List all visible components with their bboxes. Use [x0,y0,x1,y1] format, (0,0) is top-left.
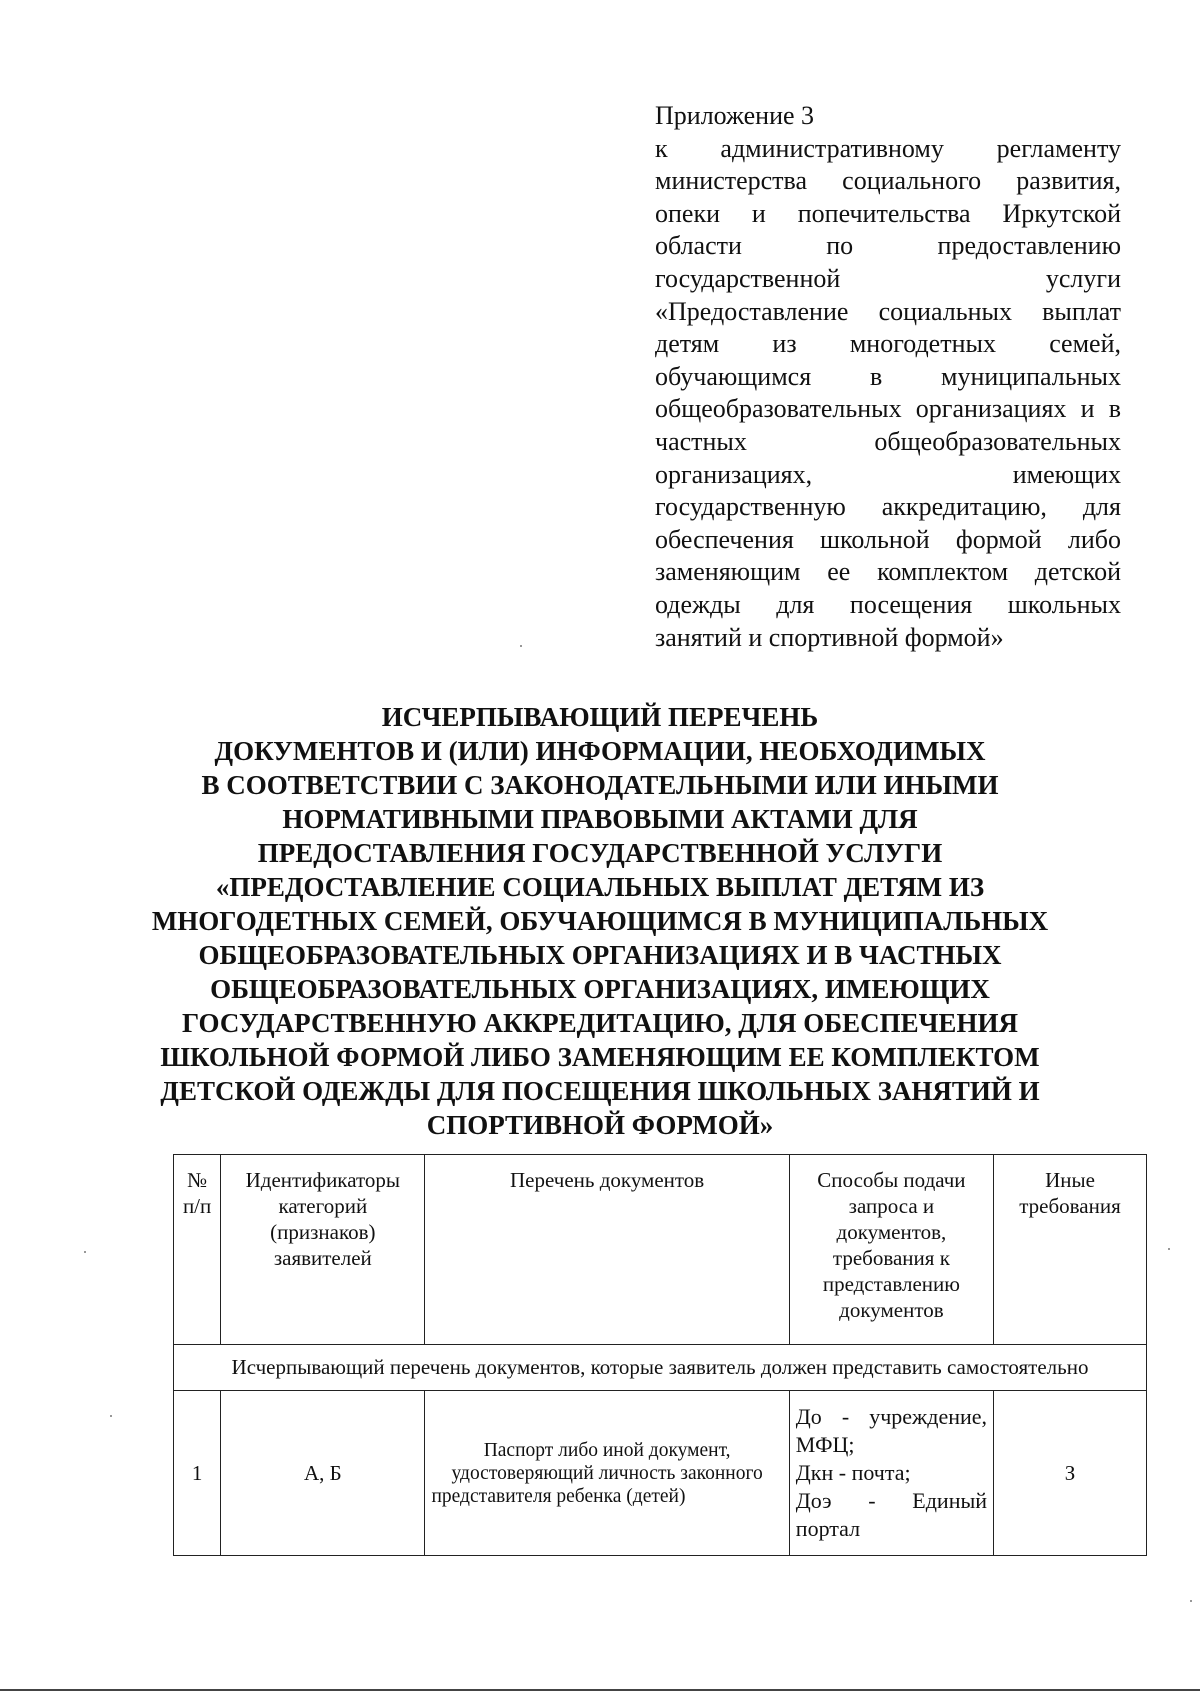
header-identifiers: Идентификаторы категорий (признаков) заявителей [221,1155,425,1345]
title-line: ШКОЛЬНОЙ ФОРМОЙ ЛИБО ЗАМЕНЯЮЩИМ ЕЕ КОМПЛЕКТОМ [160,1042,1040,1072]
title-line: МНОГОДЕТНЫХ СЕМЕЙ, ОБУЧАЮЩИМСЯ В МУНИЦИПАЛЬНЫХ [151,906,1049,936]
title-line: ПРЕДОСТАВЛЕНИЯ ГОСУДАРСТВЕННОЙ УСЛУГИ [257,838,943,868]
scan-speck [84,1251,86,1253]
scan-speck [1168,1248,1170,1250]
title-line: В СООТВЕТСТВИИ С ЗАКОНОДАТЕЛЬНЫМИ ИЛИ ИНЫМИ [201,770,999,800]
row-identifiers: А, Б [221,1391,425,1556]
row-other: З [994,1391,1147,1556]
title-line: НОРМАТИВНЫМИ ПРАВОВЫМИ АКТАМИ ДЛЯ [282,804,918,834]
title-line: «ПРЕДОСТАВЛЕНИЕ СОЦИАЛЬНЫХ ВЫПЛАТ ДЕТЯМ ИЗ [215,872,985,902]
header-num: № п/п [174,1155,221,1345]
title-line: ОБЩЕОБРАЗОВАТЕЛЬНЫХ ОРГАНИЗАЦИЯХ И В ЧАСТНЫХ [198,940,1002,970]
header-documents: Перечень документов [425,1155,789,1345]
section-label: Исчерпывающий перечень документов, которые заявитель должен представить самостоятельно [174,1345,1147,1391]
page-bottom-edge [0,1689,1200,1691]
row-documents: Паспорт либо иной документ, удостоверяющий личность законного представителя ребенка (детей) [425,1391,789,1556]
title-line: ДЕТСКОЙ ОДЕЖДЫ ДЛЯ ПОСЕЩЕНИЯ ШКОЛЬНЫХ ЗАНЯТИЙ И [160,1076,1040,1106]
scan-speck [110,1415,112,1417]
scan-speck [1190,1600,1192,1602]
appendix-block [655,100,1121,654]
title-line: ИСЧЕРПЫВАЮЩИЙ ПЕРЕЧЕНЬ [381,702,819,732]
appendix-heading: Приложение 3 [655,101,815,130]
table-row [174,1391,1147,1556]
appendix-text: к административному регламенту министерства социального развития, опеки и попечительства Иркутской области по предоставлению государственной услуги «Предоставление социальных выплат детям из многодетных семей, обучающимся в муниципальных общеобразовательных организациях и в частных общеобразовательных организациях, имеющих государственную аккредитацию, для обеспечения школьной формой либо заменяющим ее комплектом детской одежды для посещения школьных занятий и спортивной формой» [655,133,1121,652]
scan-speck [520,645,522,647]
title-line: ГОСУДАРСТВЕННУЮ АККРЕДИТАЦИЮ, ДЛЯ ОБЕСПЕЧЕНИЯ [182,1008,1018,1038]
table-header-row [174,1155,1147,1345]
documents-table [173,1154,1147,1556]
method-item: Доэ - Единый портал [795,1488,988,1541]
title-line: ОБЩЕОБРАЗОВАТЕЛЬНЫХ ОРГАНИЗАЦИЯХ, ИМЕЮЩИХ [210,974,990,1004]
method-item: До - учреждение, МФЦ; [795,1404,988,1457]
row-methods [789,1391,993,1556]
header-methods: Способы подачи запроса и документов, требования к представлению документов [789,1155,993,1345]
row-num: 1 [174,1391,221,1556]
method-item: Дкн - почта; [795,1460,911,1485]
header-other: Иные требования [994,1155,1147,1345]
title-line: ДОКУМЕНТОВ И (ИЛИ) ИНФОРМАЦИИ, НЕОБХОДИМЫХ [214,736,986,766]
table-section-row [174,1345,1147,1391]
document-title [150,700,1050,1142]
title-line: СПОРТИВНОЙ ФОРМОЙ» [426,1110,774,1140]
